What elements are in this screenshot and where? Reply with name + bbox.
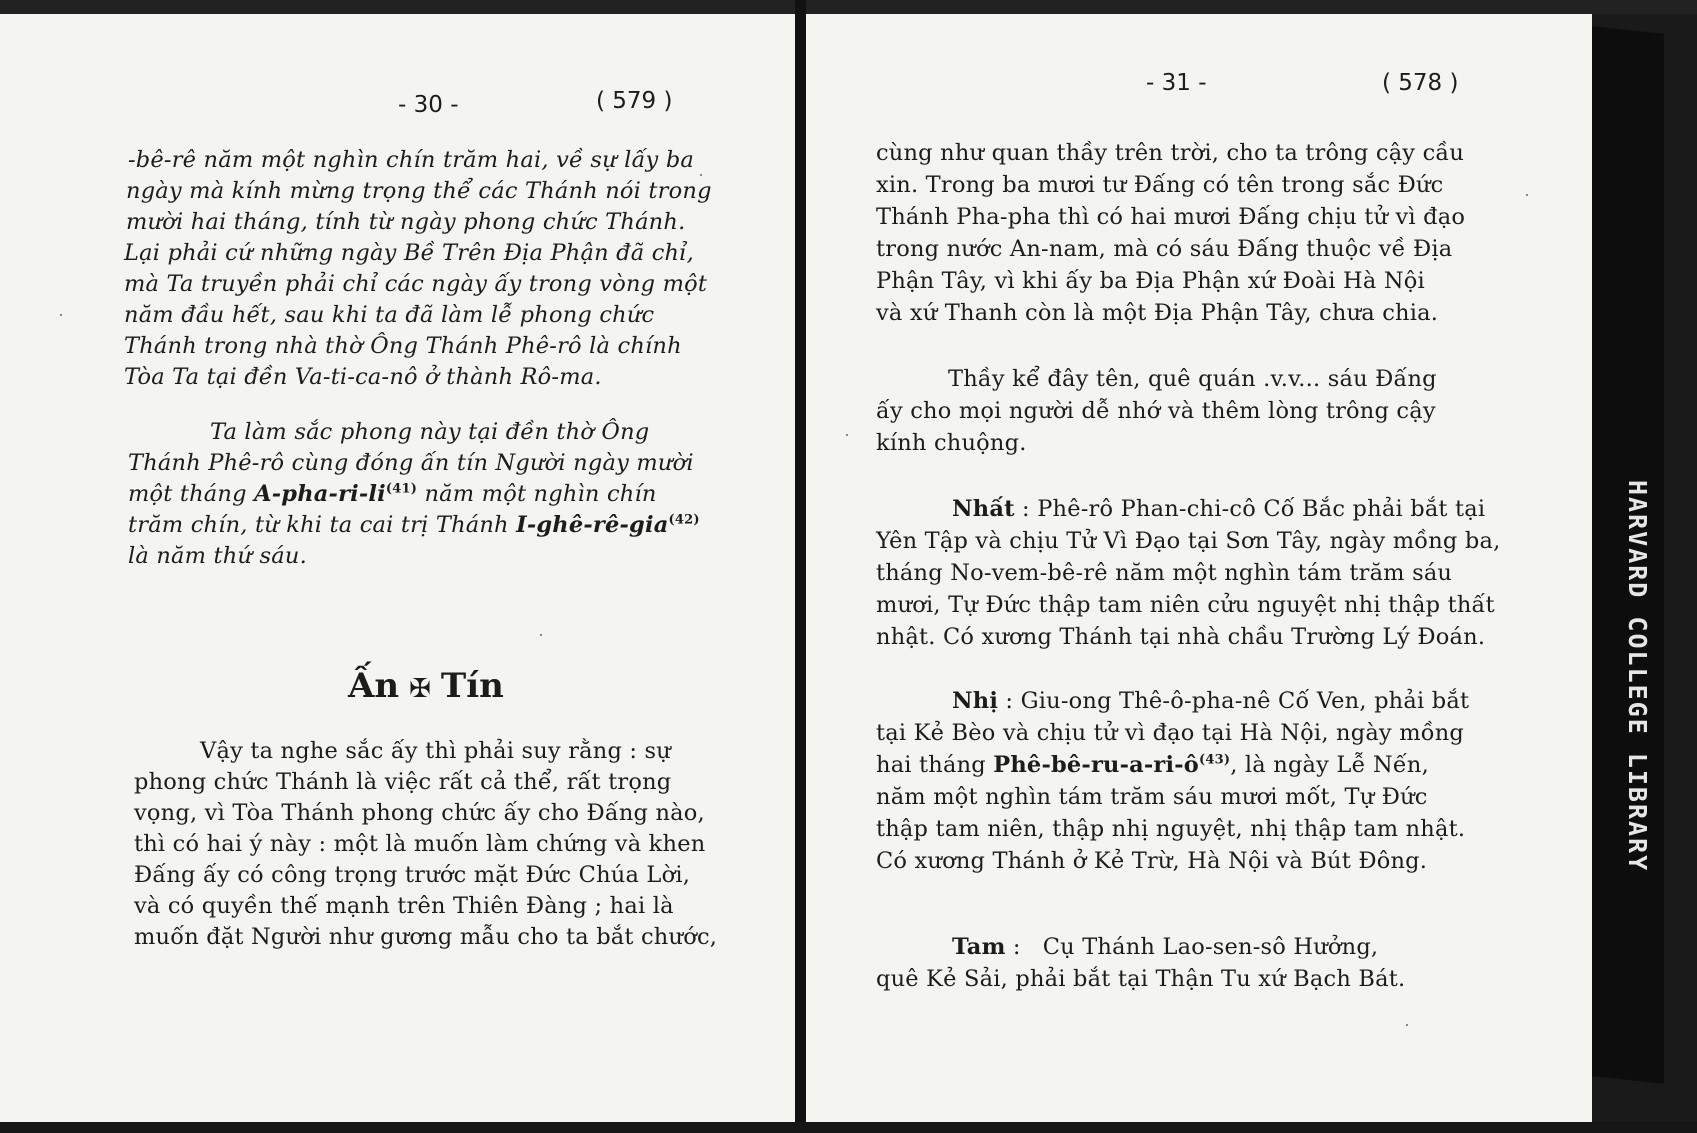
text-line: mươi, Tự Đức thập tam niên cửu nguyệt nhị thập thất [876,592,1495,618]
text-line: ấy cho mọi người dễ nhớ và thêm lòng trông cậy [876,398,1436,424]
month-name: Phê-bê-ru-a-ri-ô [993,752,1199,778]
scan-bottom-edge [0,1122,1697,1133]
library-stamp: HARVARD COLLEGE LIBRARY [1623,480,1652,873]
entry-label: Nhị [952,688,999,714]
text-line: muốn đặt Người như gương mẫu cho ta bắt chước, [134,924,718,950]
text-line [952,688,1469,714]
text-line: năm một nghìn tám trăm sáu mươi mốt, Tự Đức [876,784,1428,810]
text-line: Ta làm sắc phong này tại đền thờ Ông [210,419,650,445]
text-line: xin. Trong ba mươi tư Đấng có tên trong sắc Đức [876,172,1444,198]
text-line [952,934,1378,960]
original-page-number: ( 579 ) [596,88,673,114]
text-fragment: năm một nghìn chín [417,481,657,507]
text-line: ngày mà kính mừng trọng thể các Thánh nói trong [126,178,712,204]
text-line: phong chức Thánh là việc rất cả thể, rất trọng [134,769,672,795]
text-line: mười hai tháng, tính từ ngày phong chức Thánh. [126,209,686,235]
book-gutter [795,0,806,1133]
footnote-ref: (43) [1198,752,1231,768]
text-line: vọng, vì Tòa Thánh phong chức ấy cho Đấng nào, [134,800,705,826]
text-line: tháng No-vem-bê-rê năm một nghìn tám trăm sáu [876,560,1453,586]
text-line: Có xương Thánh ở Kẻ Trừ, Hà Nội và Bút Đông. [876,848,1428,874]
text-line: Đấng ấy có công trọng trước mặt Đức Chúa Lời, [134,862,691,888]
section-heading [348,666,504,706]
text-fragment: hai tháng [876,752,994,778]
text-line: thập tam niên, thập nhị nguyệt, nhị thập tam nhật. [876,816,1466,842]
entry-label: Nhất [952,496,1015,522]
text-line: và xứ Thanh còn là một Địa Phận Tây, chưa chia. [876,300,1439,326]
text-line: quê Kẻ Sải, phải bắt tại Thận Tu xứ Bạch Bát. [876,966,1406,992]
text-line: mà Ta truyền phải chỉ các ngày ấy trong vòng một [124,271,708,297]
scan-speck [60,314,62,316]
text-line: Tòa Ta tại đền Va-ti-ca-nô ở thành Rô-ma. [124,364,602,390]
scan-speck [540,634,542,636]
text-line: Thánh Pha-pha thì có hai mươi Đấng chịu tử vì đạo [876,204,1466,230]
text-line: thì có hai ý này : một là muốn làm chứng và khen [134,831,706,857]
heading-word: Tín [440,666,504,706]
right-page [806,14,1592,1122]
scan-speck [700,174,702,176]
original-page-number: ( 578 ) [1382,70,1459,96]
text-line: năm đầu hết, sau khi ta đã làm lễ phong chức [124,302,655,328]
text-line: trong nước An-nam, mà có sáu Đấng thuộc về Địa [876,236,1453,262]
scan-speck [1406,1024,1408,1026]
text-fragment: : Phê-rô Phan-chi-cô Cố Bắc phải bắt tại [1014,496,1486,522]
text-line: Vậy ta nghe sắc ấy thì phải suy rằng : sự [200,738,671,764]
text-line: kính chuộng. [876,430,1027,456]
entry-label: Tam [952,934,1006,960]
cross-ornament-icon: ✠ [409,674,431,704]
text-line [128,481,657,507]
text-line: Thầy kể đây tên, quê quán .v.v... sáu Đấng [948,366,1437,392]
church-term: I-ghê-rê-gia [516,512,669,538]
text-line: cùng như quan thầy trên trời, cho ta trông cậy cầu [876,140,1465,166]
text-fragment: , là ngày Lễ Nến, [1230,752,1429,778]
scan-speck [846,434,848,436]
text-fragment: trăm chín, từ khi ta cai trị Thánh [128,512,517,538]
page-number: - 30 - [398,92,459,118]
scan-top-edge [0,0,1697,14]
month-name: A-pha-ri-li [254,481,386,507]
page-number: - 31 - [1146,70,1207,96]
text-line: nhật. Có xương Thánh tại nhà chầu Trường Lý Đoán. [876,624,1486,650]
text-fragment: một tháng [128,481,255,507]
text-fragment: : Cụ Thánh Lao-sen-sô Hưởng, [1005,934,1379,960]
text-line: Lại phải cứ những ngày Bề Trên Địa Phận đã chỉ, [124,240,694,266]
text-line: và có quyền thế mạnh trên Thiên Đàng ; hai là [134,893,674,919]
text-line: là năm thứ sáu. [128,543,307,569]
text-line: tại Kẻ Bèo và chịu tử vì đạo tại Hà Nội, ngày mồng [876,720,1464,746]
text-fragment: : Giu-ong Thê-ô-pha-nê Cố Ven, phải bắt [998,688,1470,714]
text-line [128,512,700,538]
text-line: -bê-rê năm một nghìn chín trăm hai, về sự lấy ba [128,147,695,173]
scan-speck [1526,194,1528,196]
text-line: Thánh Phê-rô cùng đóng ấn tín Người ngày mười [128,450,694,476]
text-line [876,752,1429,778]
text-line [952,496,1485,522]
text-line: Phận Tây, vì khi ấy ba Địa Phận xứ Đoài Hà Nội [876,268,1425,294]
left-page [0,14,795,1122]
footnote-ref: (41) [385,481,418,497]
heading-word: Ấn [348,666,400,706]
text-line: Thánh trong nhà thờ Ông Thánh Phê-rô là chính [124,333,682,359]
footnote-ref: (42) [668,512,700,528]
text-line: Yên Tập và chịu Tử Vì Đạo tại Sơn Tây, ngày mồng ba, [876,528,1501,554]
